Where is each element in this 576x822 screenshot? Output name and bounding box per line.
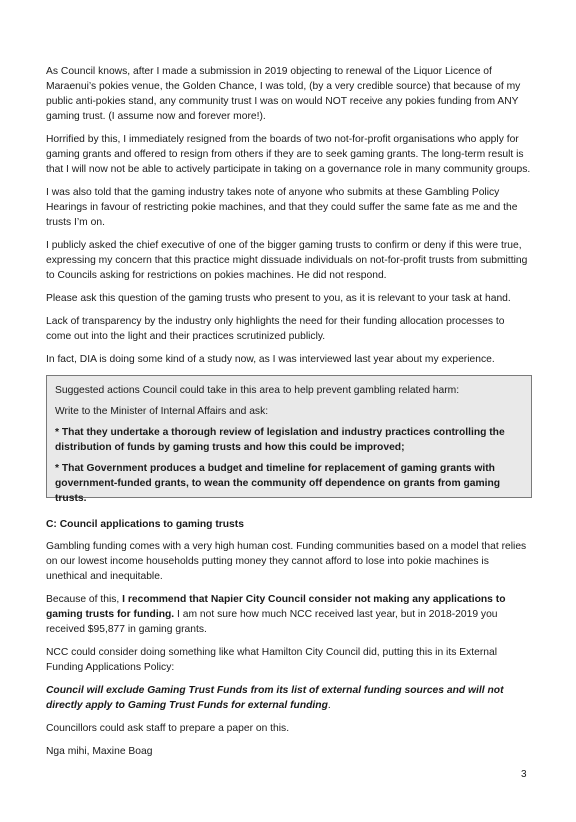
paragraph-industry-notes: I was also told that the gaming industry takes note of anyone who submits at these Gambling Policy Hearings in favour of restricting pokie machines, and that they could suffer the same fate as me and the trusts I’m on. <box>46 187 518 228</box>
paragraph-submission-2019: As Council knows, after I made a submission in 2019 objecting to renewal of the Liquor Licence of Maraenui’s pokies venue, the Golden Chance, I was told, (by a very credible source) that because of my public anti-pokies stand, any community trust I was on would NOT receive any pokies funding from ANY gaming trust. (I assume now and forever more!). <box>46 66 521 122</box>
recommendation-lead: Because of this, <box>46 594 123 605</box>
recommendation-bold: I recommend that Napier City Council consider not making any applications to gaming trusts for funding. <box>46 594 506 620</box>
suggested-actions-box <box>46 375 532 504</box>
paragraph-human-cost: Gambling funding comes with a very high human cost. Funding communities based on a model that relies on our lowest income households putting money they cannot afford to lose into pokie machines is unethical and inequitable. <box>46 541 527 582</box>
policy-quote <box>46 683 532 713</box>
page-number: 3 <box>521 769 527 780</box>
paragraph-dia-study: In fact, DIA is doing some kind of a study now, as I was interviewed last year about my experience. <box>46 354 495 365</box>
paragraph-recommendation <box>46 592 532 637</box>
paragraph-asked-chief-executive: I publicly asked the chief executive of one of the bigger gaming trusts to confirm or deny if this were true, expressing my concern that this practice might dissuade individuals on not-for-profit trusts from submitting to Councils asking for restrictions on pokies machines. He did not respond. <box>46 240 528 281</box>
recommendation-tail: I am not sure how much NCC received last year, but in 2018-2019 you received $95,877 in gaming grants. <box>46 609 498 635</box>
policy-quote-text: Council will exclude Gaming Trust Funds from its list of external funding sources and will not directly apply to Gaming Trust Funds for external funding <box>46 685 504 711</box>
signoff: Nga mihi, Maxine Boag <box>46 746 153 757</box>
box-ask-budget: * That Government produces a budget and timeline for replacement of gaming grants with government-funded grants, to wean the community off dependence on grants from gaming trusts. <box>55 463 501 504</box>
document-page <box>46 64 532 767</box>
box-intro: Suggested actions Council could take in this area to help prevent gambling related harm: <box>55 385 460 396</box>
section-heading-c: C: Council applications to gaming trusts <box>46 519 244 530</box>
paragraph-resigned-boards: Horrified by this, I immediately resigned from the boards of two not-for-profit organisations who apply for gaming grants and offered to resign from others if they are to seek gaming grants. The long-term result is that I will now not be able to actively participate in taking on a governance role in many community groups. <box>46 134 531 175</box>
paragraph-prepare-paper: Councillors could ask staff to prepare a paper on this. <box>46 723 290 734</box>
policy-quote-period: . <box>327 700 331 711</box>
box-write-to-minister: Write to the Minister of Internal Affairs and ask: <box>55 406 269 417</box>
paragraph-please-ask: Please ask this question of the gaming trusts who present to you, as it is relevant to your task at hand. <box>46 293 511 304</box>
box-ask-review: * That they undertake a thorough review of legislation and industry practices controlling the distribution of funds by gaming trusts and how this could be improved; <box>55 427 505 453</box>
paragraph-lack-of-transparency: Lack of transparency by the industry only highlights the need for their funding allocation processes to come out into the light and their practices scrutinized publicly. <box>46 316 505 342</box>
paragraph-hamilton-policy: NCC could consider doing something like what Hamilton City Council did, putting this in its External Funding Applications Policy: <box>46 647 497 673</box>
